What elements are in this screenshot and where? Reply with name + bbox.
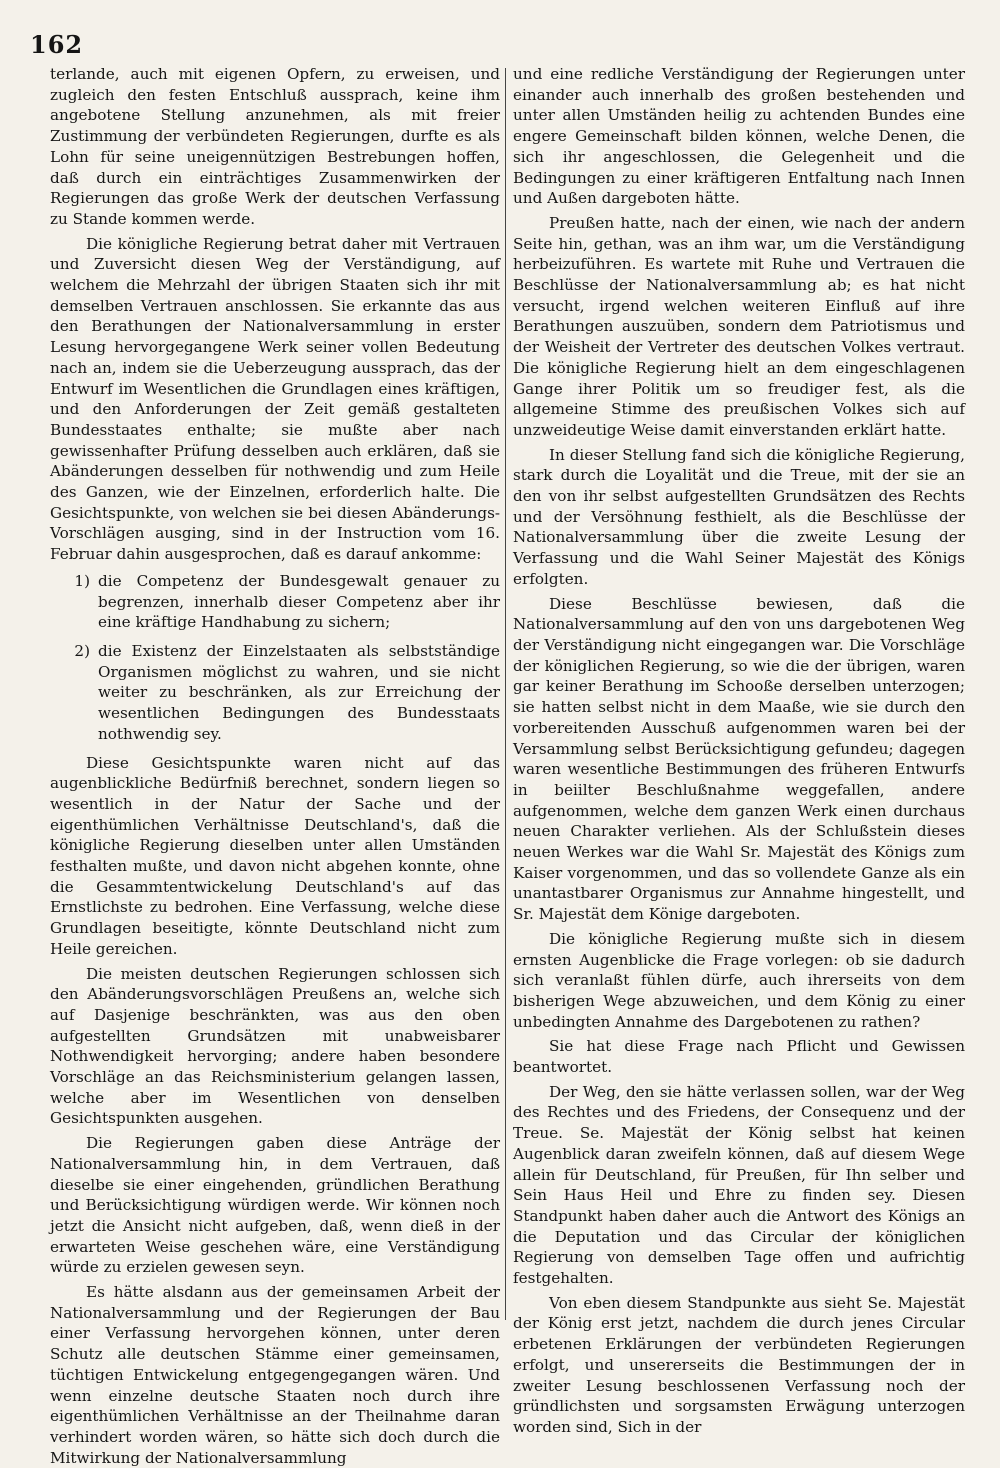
list-item [50, 571, 500, 633]
paragraph: Preußen hatte, nach der einen, wie nach der andern Seite hin, gethan, was an ihm war, um die Verständigung herbeizuführen. Es wartete mit Ruhe und Vertrauen die Beschlüsse der Nationalversammlung ab; es hat nicht versucht, irgend welchen weiteren Einfluß auf ihre Berathungen auszuüben, sondern dem Patriotismus und der Weisheit der Vertreter des deutschen Volkes vertraut. Die königliche Regierung hielt an dem eingeschlagenen Gange ihrer Politik um so freudiger fest, als die allgemeine Stimme des preußischen Volkes sich auf unzweideutige Weise damit einverstanden erklärt hatte. [513, 213, 965, 439]
list-item-number: 2) [74, 641, 90, 660]
paragraph: terlande, auch mit eigenen Opfern, zu erweisen, und zugleich den festen Entschluß aussprach, keine ihm angebotene Stellung anzunehmen, als mit freier Zustimmung der verbündeten Regierungen, durfte es als Lohn für seine uneigennützigen Bestrebungen hoffen, daß durch ein einträchtiges Zusammenwirken der Regierungen das große Werk der deutschen Verfassung zu Stande kommen werde. [50, 65, 500, 228]
paragraph: Es hätte alsdann aus der gemeinsamen Arbeit der Nationalversammlung und der Regierungen der Bau einer Verfassung hervorgehen können, unter deren Schutz alle deutschen Stämme einer gemeinsamen, tüchtigen Entwickelung entgegengegangen wären. Und wenn einzelne deutsche Staaten noch durch ihre eigenthümlichen Verhältnisse an der Theilnahme daran verhindert worden wären, so hätte sich doch durch die Mitwirkung der Nationalversammlung [50, 1283, 500, 1467]
paragraph: Diese Gesichtspunkte waren nicht auf das augenblickliche Bedürfniß berechnet, sondern liegen so wesentlich in der Natur der Sache und der eigenthümlichen Verhältnisse Deutschland's, daß die königliche Regierung dieselben unter allen Umständen festhalten mußte, und davon nicht abgehen konnte, ohne die Gesammtentwickelung Deutschland's auf das Ernstlichste zu bedrohen. Eine Verfassung, welche diese Grundlagen beseitigte, könnte Deutschland nicht zum Heile gereichen. [50, 753, 500, 958]
right-column [513, 64, 965, 1436]
paragraph: Die königliche Regierung betrat daher mit Vertrauen und Zuversicht diesen Weg der Verständigung, auf welchem die Mehrzahl der übrigen Staaten sich ihr mit demselben Vertrauen anschlossen. Sie erkannte das aus den Berathungen der Nationalversammlung in erster Lesung hervorgegangene Werk seiner vollen Bedeutung nach an, indem sie die Ueberzeugung aussprach, das der Entwurf im Wesentlichen die Grundlagen eines kräftigen, und den Anforderungen der Zeit gemäß gestalteten Bundesstaates enthalte; sie mußte aber nach gewissenhafter Prüfung desselben auch erklären, daß sie Abänderungen desselben für nothwendig und zum Heile des Ganzen, wie der Einzelnen, erforderlich halte. Die Gesichtspunkte, von welchen sie bei diesen Abänderungs-Vorschlägen ausging, sind in der Instruction vom 16. Februar dahin ausgesprochen, daß es darauf ankomme: [50, 234, 500, 564]
paragraph: In dieser Stellung fand sich die königliche Regierung, stark durch die Loyalität und die Treue, mit der sie an den von ihr selbst aufgestellten Grundsätzen des Rechts und der Versöhnung festhielt, als die Beschlüsse der Nationalversammlung über die zweite Lesung der Verfassung und die Wahl Seiner Majestät des Königs erfolgten. [513, 445, 965, 588]
paragraph: Sie hat diese Frage nach Pflicht und Gewissen beantwortet. [513, 1037, 965, 1077]
list-item-text: die Existenz der Einzelstaaten als selbstständige Organismen möglichst zu wahren, und sie nicht weiter zu beschränken, als zur Erreichung der wesentlichen Bedingungen des Bundesstaats nothwendig sey. [98, 641, 500, 743]
paragraph: Von eben diesem Standpunkte aus sieht Se. Majestät der König erst jetzt, nachdem die durch jenes Circular erbetenen Erklärungen der verbündeten Regierungen erfolgt, und unsererseits die Bestimmungen der in zweiter Lesung beschlossenen Verfassung noch der gründlichsten und sorgsamsten Erwägung unterzogen worden sind, Sich in der [513, 1293, 965, 1436]
two-column-text-body [50, 64, 970, 1467]
column-divider [505, 68, 507, 1320]
list-item-text: die Competenz der Bundesgewalt genauer zu begrenzen, innerhalb dieser Competenz aber ihr eine kräftige Handhabung zu sichern; [98, 571, 500, 632]
paragraph: Der Weg, den sie hätte verlassen sollen, war der Weg des Rechtes und des Friedens, der Consequenz und der Treue. Se. Majestät der König selbst hat keinen Augenblick daran zweifeln können, daß auf diesem Wege allein für Deutschland, für Preußen, für Ihn selber und Sein Haus Heil und Ehre zu finden sey. Diesen Standpunkt haben daher auch die Antwort des Königs an die Deputation und das Circular der königlichen Regierung von demselben Tage offen und aufrichtig festgehalten. [513, 1082, 965, 1288]
paragraph: Die königliche Regierung mußte sich in diesem ernsten Augenblicke die Frage vorlegen: ob sie dadurch sich veranlaßt fühlen dürfe, auch ihrerseits von dem bisherigen Wege abzuweichen, und dem König zu einer unbedingten Annahme des Dargebotenen zu rathen? [513, 929, 965, 1031]
paragraph: und eine redliche Verständigung der Regierungen unter einander auch innerhalb des großen bestehenden und unter allen Umständen heilig zu achtenden Bundes eine engere Gemeinschaft bilden können, welche Denen, die sich ihr angeschlossen, die Gelegenheit und die Bedingungen zu einer kräftigeren Entfaltung nach Innen und Außen dargeboten hätte. [513, 65, 965, 208]
list-item [50, 641, 500, 745]
paragraph: Die meisten deutschen Regierungen schlossen sich den Abänderungsvorschlägen Preußens an, welche sich auf Dasjenige beschränkten, was aus den oben aufgestellten Grundsätzen mit unabweisbarer Nothwendigkeit hervorging; andere haben besondere Vorschläge an das Reichsministerium gelangen lassen, welche aber im Wesentlichen von denselben Gesichtspunkten ausgehen. [50, 964, 500, 1128]
page-number: 162 [30, 30, 84, 59]
list-item-number: 1) [74, 571, 90, 590]
paragraph: Diese Beschlüsse bewiesen, daß die Nationalversammlung auf den von uns dargebotenen Weg der Verständigung nicht eingegangen war. Die Vorschläge der königlichen Regierung, so wie die der übrigen, waren gar keiner Berathung im Schooße derselben unterzogen; sie hatten selbst nicht in dem Maaße, wie sie durch den vorbereitenden Ausschuß aufgenommen waren bei der Versammlung selbst Berücksichtigung gefundeu; dagegen waren wesentliche Bestimmungen des früheren Entwurfs in beiilter Beschlußnahme weggefallen, andere aufgenommen, welche dem ganzen Werk einen durchaus neuen Charakter verliehen. Als der Schlußstein dieses neuen Werkes war die Wahl Sr. Majestät des Königs zum Kaiser vorgenommen, und das so vollendete Ganze als ein unantastbarer Organismus zur Annahme hingestellt, und Sr. Majestät dem Könige dargeboten. [513, 594, 965, 924]
paragraph: Die Regierungen gaben diese Anträge der Nationalversammlung hin, in dem Vertrauen, daß dieselbe sie einer eingehenden, gründlichen Berathung und Berücksichtigung würdigen werde. Wir können noch jetzt die Ansicht nicht aufgeben, daß, wenn dieß in der erwarteten Weise geschehen wäre, eine Verständigung würde zu erzielen gewesen seyn. [50, 1134, 500, 1277]
left-column [50, 64, 500, 1467]
